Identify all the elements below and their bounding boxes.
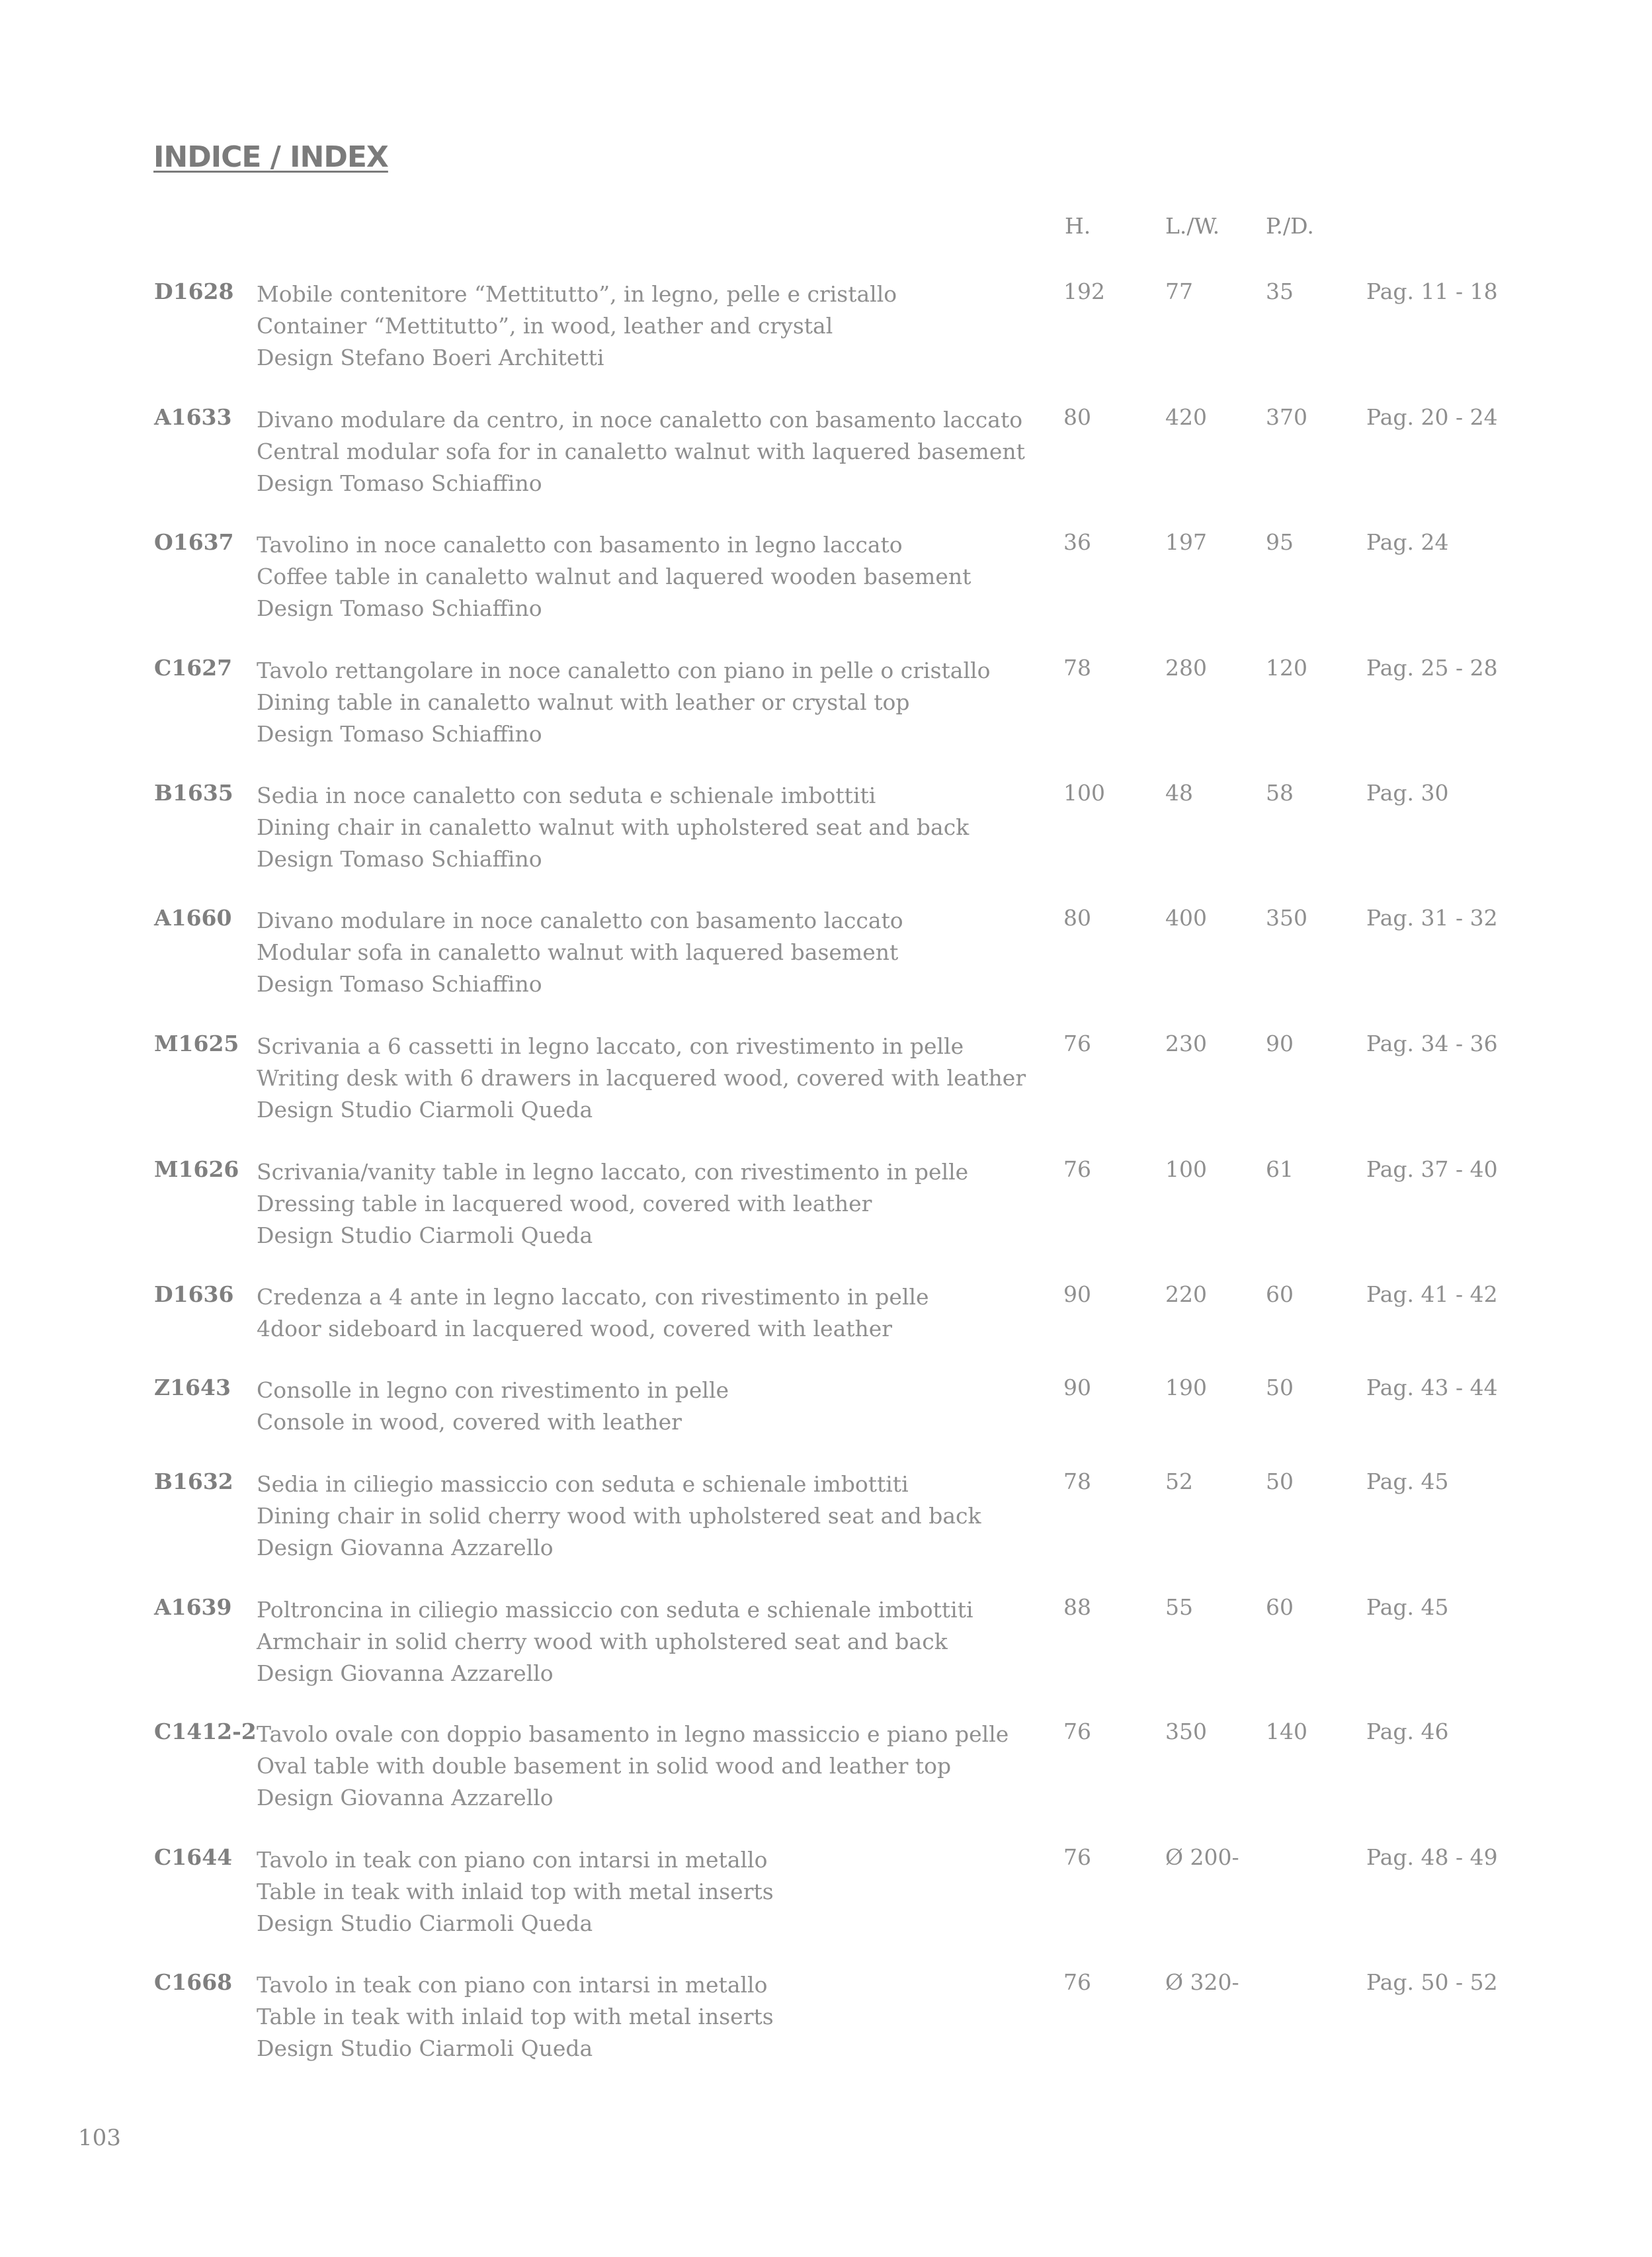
description-line: Table in teak with inlaid top with metal inserts (257, 1879, 774, 1904)
height-value: 76 (1063, 1969, 1091, 1995)
designer-line: Design Tomaso Schiaffino (257, 470, 542, 496)
product-description (257, 1719, 1009, 1814)
product-code: M1626 (154, 1156, 239, 1182)
width-value: 48 (1165, 780, 1193, 806)
designer-line: Design Studio Ciarmoli Queda (257, 1097, 593, 1123)
depth-value: 60 (1266, 1594, 1294, 1620)
product-description (257, 404, 1025, 499)
depth-value: 350 (1266, 905, 1307, 931)
description-line: Divano modulare in noce canaletto con basamento laccato (257, 908, 903, 933)
height-value: 80 (1063, 404, 1091, 430)
designer-line: Design Studio Ciarmoli Queda (257, 1910, 593, 1936)
page-reference: Pag. 45 (1366, 1469, 1449, 1494)
page-reference: Pag. 30 (1366, 780, 1449, 806)
description-line: 4door sideboard in lacquered wood, covered with leather (257, 1316, 893, 1341)
height-value: 78 (1063, 655, 1091, 681)
page-reference: Pag. 41 - 42 (1366, 1281, 1498, 1307)
description-line: Poltroncina in ciliegio massiccio con seduta e schienale imbottiti (257, 1597, 973, 1623)
product-code: A1660 (154, 905, 232, 931)
product-description (257, 1156, 968, 1252)
depth-value: 60 (1266, 1281, 1294, 1307)
description-line: Console in wood, covered with leather (257, 1409, 682, 1435)
designer-line: Design Stefano Boeri Architetti (257, 345, 604, 370)
designer-line: Design Tomaso Schiaffino (257, 595, 542, 621)
product-code: C1412-2 (154, 1719, 257, 1744)
product-description (257, 1375, 729, 1438)
width-value: 280 (1165, 655, 1207, 681)
page-reference: Pag. 25 - 28 (1366, 655, 1498, 681)
description-line: Central modular sofa for in canaletto walnut with laquered basement (257, 439, 1025, 464)
height-value: 90 (1063, 1281, 1091, 1307)
product-description (257, 905, 903, 1000)
designer-line: Design Tomaso Schiaffino (257, 971, 542, 997)
product-description (257, 1969, 774, 2065)
depth-value: 61 (1266, 1156, 1294, 1182)
designer-line: Design Giovanna Azzarello (257, 1785, 554, 1810)
product-description (257, 780, 969, 875)
depth-value: 58 (1266, 780, 1294, 806)
designer-line: Design Tomaso Schiaffino (257, 846, 542, 872)
width-value: 420 (1165, 404, 1207, 430)
page-reference: Pag. 37 - 40 (1366, 1156, 1498, 1182)
depth-value: 90 (1266, 1031, 1294, 1056)
width-value: 100 (1165, 1156, 1207, 1182)
page-reference: Pag. 43 - 44 (1366, 1375, 1498, 1400)
description-line: Consolle in legno con rivestimento in pelle (257, 1377, 729, 1403)
width-value: 77 (1165, 278, 1193, 304)
width-value: 220 (1165, 1281, 1207, 1307)
description-line: Divano modulare da centro, in noce canaletto con basamento laccato (257, 407, 1023, 433)
product-description (257, 1031, 1026, 1126)
designer-line: Design Giovanna Azzarello (257, 1660, 554, 1686)
description-line: Tavolo in teak con piano con intarsi in metallo (257, 1972, 768, 1998)
product-code: C1644 (154, 1844, 233, 1870)
product-code: D1636 (154, 1281, 234, 1307)
page-number: 103 (78, 2125, 121, 2151)
depth-value: 95 (1266, 529, 1294, 555)
height-value: 88 (1063, 1594, 1091, 1620)
width-value: Ø 320- (1165, 1969, 1239, 1995)
height-value: 36 (1063, 529, 1091, 555)
page-reference: Pag. 46 (1366, 1719, 1449, 1744)
width-value: 197 (1165, 529, 1207, 555)
product-description (257, 1594, 973, 1689)
height-value: 76 (1063, 1156, 1091, 1182)
description-line: Coffee table in canaletto walnut and laquered wooden basement (257, 564, 971, 589)
designer-line: Design Tomaso Schiaffino (257, 721, 542, 747)
page-reference: Pag. 24 (1366, 529, 1449, 555)
description-line: Sedia in ciliegio massiccio con seduta e schienale imbottiti (257, 1471, 909, 1497)
height-value: 90 (1063, 1375, 1091, 1400)
product-code: M1625 (154, 1031, 239, 1056)
width-value: Ø 200- (1165, 1844, 1239, 1870)
product-code: A1633 (154, 404, 232, 430)
description-line: Scrivania a 6 cassetti in legno laccato, con rivestimento in pelle (257, 1033, 964, 1059)
description-line: Sedia in noce canaletto con seduta e schienale imbottiti (257, 783, 876, 808)
width-value: 350 (1165, 1719, 1207, 1744)
depth-value: 370 (1266, 404, 1307, 430)
product-code: B1635 (154, 780, 233, 806)
product-description (257, 1844, 774, 1939)
description-line: Tavolo rettangolare in noce canaletto con piano in pelle o cristallo (257, 658, 991, 683)
description-line: Scrivania/vanity table in legno laccato, con rivestimento in pelle (257, 1159, 969, 1185)
designer-line: Design Studio Ciarmoli Queda (257, 1222, 593, 1248)
page-reference: Pag. 45 (1366, 1594, 1449, 1620)
page-reference: Pag. 48 - 49 (1366, 1844, 1498, 1870)
description-line: Writing desk with 6 drawers in lacquered wood, covered with leather (257, 1065, 1026, 1091)
column-header-depth: P./D. (1266, 213, 1314, 239)
product-code: B1632 (154, 1469, 233, 1494)
description-line: Dining table in canaletto walnut with leather or crystal top (257, 689, 910, 715)
page-reference: Pag. 31 - 32 (1366, 905, 1498, 931)
product-code: A1639 (154, 1594, 232, 1620)
depth-value: 50 (1266, 1375, 1294, 1400)
description-line: Table in teak with inlaid top with metal inserts (257, 2004, 774, 2029)
description-line: Modular sofa in canaletto walnut with laquered basement (257, 939, 899, 965)
depth-value: 35 (1266, 278, 1294, 304)
product-code: O1637 (154, 529, 234, 555)
description-line: Dining chair in solid cherry wood with upholstered seat and back (257, 1503, 981, 1529)
description-line: Tavolo ovale con doppio basamento in legno massiccio e piano pelle (257, 1721, 1009, 1747)
page-reference: Pag. 20 - 24 (1366, 404, 1498, 430)
height-value: 78 (1063, 1469, 1091, 1494)
width-value: 230 (1165, 1031, 1207, 1056)
width-value: 190 (1165, 1375, 1207, 1400)
product-code: Z1643 (154, 1375, 231, 1400)
height-value: 76 (1063, 1031, 1091, 1056)
description-line: Container “Mettitutto”, in wood, leather and crystal (257, 313, 833, 339)
width-value: 55 (1165, 1594, 1193, 1620)
height-value: 76 (1063, 1719, 1091, 1744)
description-line: Mobile contenitore “Mettitutto”, in legno, pelle e cristallo (257, 281, 897, 307)
product-code: D1628 (154, 278, 234, 304)
designer-line: Design Studio Ciarmoli Queda (257, 2035, 593, 2061)
description-line: Dining chair in canaletto walnut with upholstered seat and back (257, 814, 970, 840)
width-value: 400 (1165, 905, 1207, 931)
height-value: 80 (1063, 905, 1091, 931)
description-line: Tavolo in teak con piano con intarsi in metallo (257, 1847, 768, 1873)
product-description (257, 278, 897, 374)
product-code: C1627 (154, 655, 233, 681)
description-line: Armchair in solid cherry wood with upholstered seat and back (257, 1629, 948, 1654)
product-code: C1668 (154, 1969, 233, 1995)
height-value: 76 (1063, 1844, 1091, 1870)
height-value: 100 (1063, 780, 1105, 806)
description-line: Tavolino in noce canaletto con basamento in legno laccato (257, 532, 903, 558)
description-line: Credenza a 4 ante in legno laccato, con rivestimento in pelle (257, 1284, 929, 1310)
product-description (257, 529, 971, 624)
product-description (257, 1469, 981, 1564)
product-description (257, 1281, 929, 1345)
description-line: Oval table with double basement in solid wood and leather top (257, 1753, 952, 1779)
column-header-width: L./W. (1165, 213, 1220, 239)
page-title: INDICE / INDEX (153, 140, 388, 174)
depth-value: 120 (1266, 655, 1307, 681)
column-header-height: H. (1065, 213, 1091, 239)
width-value: 52 (1165, 1469, 1193, 1494)
description-line: Dressing table in lacquered wood, covered with leather (257, 1191, 872, 1216)
page-reference: Pag. 11 - 18 (1366, 278, 1498, 304)
product-description (257, 655, 990, 750)
depth-value: 50 (1266, 1469, 1294, 1494)
height-value: 192 (1063, 278, 1105, 304)
page-reference: Pag. 34 - 36 (1366, 1031, 1498, 1056)
depth-value: 140 (1266, 1719, 1307, 1744)
page-reference: Pag. 50 - 52 (1366, 1969, 1498, 1995)
designer-line: Design Giovanna Azzarello (257, 1535, 554, 1560)
